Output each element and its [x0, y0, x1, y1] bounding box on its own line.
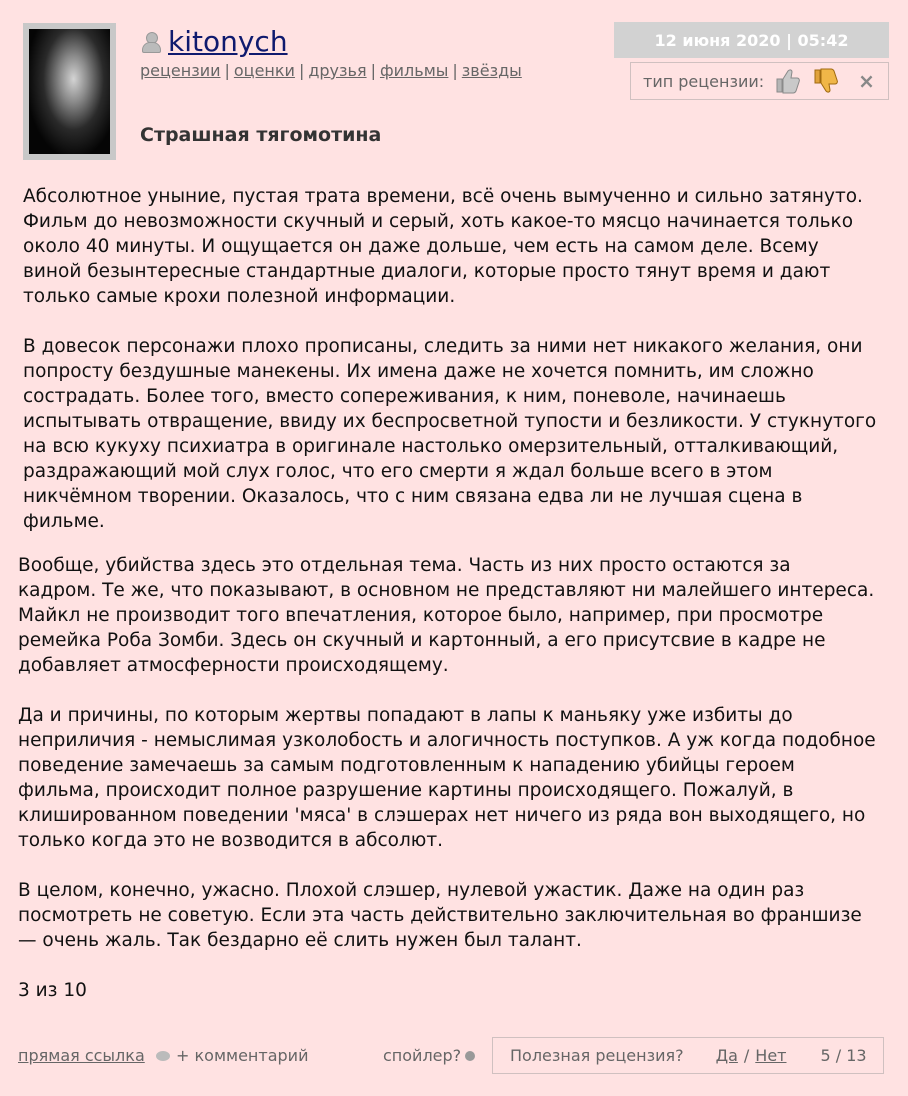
review-line: Фильм до невозможности скучный и серый, хоть какое-то мясцо начинается только: [23, 211, 854, 232]
useful-separator: /: [743, 1046, 750, 1065]
review-line: на всю кукуху психиатра в оригинале настолько омерзительный, отталкивающий,: [23, 436, 839, 457]
review-line: — очень жаль. Так бездарно её слить нужен был талант.: [18, 930, 582, 951]
user-icon: [140, 31, 162, 53]
author-link-friends[interactable]: друзья: [308, 61, 367, 80]
review-line: кадром. Те же, что показывают, в основном не представляют ни малейшего интереса.: [18, 580, 875, 601]
review-line: фильма, происходит полное разрушение картины происходящего. Пожалуй, в: [18, 780, 794, 801]
review-line: попросту бездушные манекены. Их имена даже не хочется помнить, им сложно: [23, 361, 814, 382]
useful-review-box: [492, 1037, 884, 1074]
avatar-photo: [29, 29, 110, 154]
review-line: ремейка Роба Зомби. Здесь он скучный и картонный, а его присутсвие в кадре не: [18, 630, 826, 651]
author-header: [140, 24, 288, 60]
review-line: посмотреть не советую. Если эта часть действительно заключительная во франшизе: [18, 905, 862, 926]
review-line: фильме.: [23, 511, 105, 532]
review-line: Да и причины, по которым жертвы попадают в лапы к маньяку уже избиты до: [18, 705, 793, 726]
review-line: только самые крохи полезной информации.: [23, 286, 456, 307]
review-rating: 3 из 10: [18, 980, 87, 1001]
review-line: раздражающий мой слух голос, что его смерти я ждал больше всего в этом: [23, 461, 773, 482]
review-date: 12 июня 2020 | 05:42: [614, 22, 889, 58]
review-line: только когда это не возводится в абсолют.: [18, 830, 444, 851]
review-title: Страшная тягомотина: [140, 124, 382, 146]
review-line: Абсолютное уныние, пустая трата времени, всё очень вымученно и сильно затянуто.: [23, 186, 863, 207]
author-link-stars[interactable]: звёзды: [461, 61, 522, 80]
review-line: В довесок персонажи плохо прописаны, следить за ними нет никакого желания, они: [23, 336, 863, 357]
author-link-films[interactable]: фильмы: [379, 61, 449, 80]
thumbs-up-icon[interactable]: [774, 67, 802, 95]
useful-no-button[interactable]: Нет: [755, 1046, 787, 1065]
review-line: около 40 минуты. И ощущается он даже дольше, чем есть на самом деле. Всему: [23, 236, 819, 257]
close-icon[interactable]: ×: [858, 69, 875, 93]
review-line: добавляет атмосферности происходящему.: [18, 655, 449, 676]
spoiler-toggle[interactable]: [383, 1046, 475, 1065]
useful-score: 5 / 13: [820, 1046, 867, 1065]
author-links: рецензии | оценки | друзья | фильмы | звёзды: [140, 61, 522, 80]
direct-link[interactable]: прямая ссылка: [18, 1046, 145, 1065]
review-line: Майкл не производит того впечатления, которое было, например, при просмотре: [18, 605, 824, 626]
review-type-selector: [630, 62, 889, 100]
review-footer: [0, 1034, 908, 1074]
useful-question: Полезная рецензия?: [510, 1046, 684, 1065]
review-line: Вообще, убийства здесь это отдельная тема. Часть из них просто остаются за: [18, 555, 791, 576]
author-avatar[interactable]: [23, 23, 116, 160]
spoiler-dot-icon: [465, 1051, 475, 1061]
review-line: клишированном поведении 'мяса' в слэшерах нет ничего из ряда вон выходящего, но: [18, 805, 866, 826]
add-comment-label: + комментарий: [176, 1046, 309, 1065]
review-line: никчёмном творении. Оказалось, что с ним связана едва ли не лучшая сцена в: [23, 486, 803, 507]
review-type-label: тип рецензии:: [643, 71, 765, 91]
useful-yes-button[interactable]: Да: [715, 1046, 738, 1065]
review-line: неприличия - немыслимая узколобость и алогичность поступков. А уж когда подобное: [18, 730, 876, 751]
review-line: испытывать отвращение, ввиду их беспросветной тупости и безликости. У стукнутого: [23, 411, 877, 432]
author-link-ratings[interactable]: оценки: [233, 61, 295, 80]
author-link-reviews[interactable]: рецензии: [140, 61, 221, 80]
author-username-link[interactable]: kitonych: [168, 25, 288, 58]
add-comment-button[interactable]: [156, 1046, 308, 1065]
review-line: виной безынтересные стандартные диалоги, которые просто тянут время и дают: [23, 261, 831, 282]
review-line: поведение замечаешь за самым подготовленным к нападению убийцы героем: [18, 755, 795, 776]
review-line: В целом, конечно, ужасно. Плохой слэшер, нулевой ужастик. Даже на один раз: [18, 880, 805, 901]
spoiler-label: спойлер?: [383, 1046, 462, 1065]
review-line: сострадать. Более того, вместо сопереживания, к ним, поневоле, начинаешь: [23, 386, 786, 407]
comment-bubble-icon: [156, 1051, 170, 1061]
thumbs-down-icon[interactable]: [812, 67, 840, 95]
